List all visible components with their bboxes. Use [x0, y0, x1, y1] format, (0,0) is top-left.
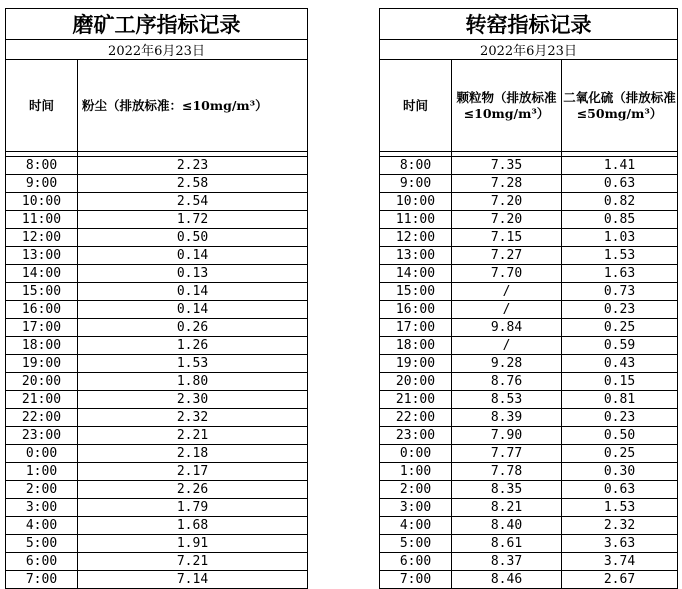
- kiln-cell-pm: 7.27: [452, 247, 562, 265]
- kiln-cell-pm: 8.76: [452, 373, 562, 391]
- mill-cell-dust: 0.13: [78, 265, 308, 283]
- kiln-cell-pm: 7.90: [452, 427, 562, 445]
- mill-cell-dust: 0.50: [78, 229, 308, 247]
- kiln-cell-so2: 0.25: [562, 445, 678, 463]
- mill-table-row: [6, 499, 308, 517]
- mill-cell-dust: 1.72: [78, 211, 308, 229]
- kiln-cell-so2: 1.63: [562, 265, 678, 283]
- kiln-cell-so2: 2.32: [562, 517, 678, 535]
- kiln-cell-time: 10:00: [380, 193, 452, 211]
- mill-cell-dust: 0.26: [78, 319, 308, 337]
- mill-cell-time: 18:00: [6, 337, 78, 355]
- kiln-cell-so2: 0.25: [562, 319, 678, 337]
- kiln-cell-pm: 7.78: [452, 463, 562, 481]
- kiln-table-row: [380, 427, 678, 445]
- kiln-cell-so2: 3.63: [562, 535, 678, 553]
- kiln-table-row: [380, 391, 678, 409]
- kiln-cell-time: 13:00: [380, 247, 452, 265]
- kiln-header-so2: 二氧化硫（排放标准≤50mg/m³）: [562, 60, 678, 152]
- kiln-cell-so2: 0.15: [562, 373, 678, 391]
- mill-cell-dust: 2.21: [78, 427, 308, 445]
- kiln-table-row: [380, 211, 678, 229]
- kiln-cell-pm: 7.35: [452, 157, 562, 175]
- mill-cell-time: 1:00: [6, 463, 78, 481]
- kiln-cell-pm: /: [452, 337, 562, 355]
- mill-table-row: [6, 319, 308, 337]
- kiln-cell-pm: 8.40: [452, 517, 562, 535]
- kiln-cell-time: 22:00: [380, 409, 452, 427]
- kiln-cell-so2: 3.74: [562, 553, 678, 571]
- mill-cell-dust: 0.14: [78, 283, 308, 301]
- mill-cell-dust: 1.79: [78, 499, 308, 517]
- kiln-table-row: [380, 301, 678, 319]
- mill-cell-dust: 0.14: [78, 301, 308, 319]
- mill-table-row: [6, 337, 308, 355]
- kiln-cell-so2: 1.03: [562, 229, 678, 247]
- mill-table-row: [6, 247, 308, 265]
- mill-table-row: [6, 193, 308, 211]
- kiln-cell-pm: 7.15: [452, 229, 562, 247]
- mill-table-row: [6, 463, 308, 481]
- kiln-cell-time: 19:00: [380, 355, 452, 373]
- kiln-cell-time: 15:00: [380, 283, 452, 301]
- kiln-table-date: 2022年6月23日: [380, 40, 678, 60]
- kiln-table-row: [380, 463, 678, 481]
- kiln-cell-time: 6:00: [380, 553, 452, 571]
- kiln-cell-pm: 7.20: [452, 193, 562, 211]
- mill-cell-dust: 0.14: [78, 247, 308, 265]
- mill-cell-time: 7:00: [6, 571, 78, 589]
- kiln-cell-so2: 0.43: [562, 355, 678, 373]
- mill-cell-time: 19:00: [6, 355, 78, 373]
- kiln-cell-so2: 0.82: [562, 193, 678, 211]
- kiln-cell-pm: 8.35: [452, 481, 562, 499]
- kiln-cell-time: 11:00: [380, 211, 452, 229]
- kiln-cell-so2: 0.73: [562, 283, 678, 301]
- mill-cell-dust: 1.26: [78, 337, 308, 355]
- kiln-cell-time: 9:00: [380, 175, 452, 193]
- kiln-cell-time: 18:00: [380, 337, 452, 355]
- mill-header-dust: 粉尘（排放标准：≤10mg/m³）: [78, 60, 308, 152]
- kiln-header-time: 时间: [380, 60, 452, 152]
- mill-table-row: [6, 409, 308, 427]
- kiln-cell-time: 21:00: [380, 391, 452, 409]
- mill-table-row: [6, 175, 308, 193]
- kiln-cell-pm: 8.61: [452, 535, 562, 553]
- mill-cell-time: 17:00: [6, 319, 78, 337]
- kiln-cell-time: 8:00: [380, 157, 452, 175]
- mill-cell-time: 12:00: [6, 229, 78, 247]
- kiln-table-title: 转窑指标记录: [380, 9, 678, 40]
- mill-cell-time: 9:00: [6, 175, 78, 193]
- mill-cell-dust: 2.54: [78, 193, 308, 211]
- mill-cell-time: 14:00: [6, 265, 78, 283]
- kiln-cell-pm: 8.46: [452, 571, 562, 589]
- kiln-cell-time: 2:00: [380, 481, 452, 499]
- kiln-table-row: [380, 445, 678, 463]
- kiln-cell-pm: 8.39: [452, 409, 562, 427]
- mill-cell-time: 21:00: [6, 391, 78, 409]
- mill-cell-dust: 1.53: [78, 355, 308, 373]
- kiln-cell-time: 17:00: [380, 319, 452, 337]
- mill-table-row: [6, 229, 308, 247]
- kiln-table-row: [380, 265, 678, 283]
- kiln-table-row: [380, 175, 678, 193]
- kiln-cell-time: 3:00: [380, 499, 452, 517]
- kiln-cell-so2: 1.53: [562, 499, 678, 517]
- kiln-cell-pm: 7.70: [452, 265, 562, 283]
- kiln-cell-so2: 0.59: [562, 337, 678, 355]
- mill-cell-dust: 1.80: [78, 373, 308, 391]
- mill-cell-time: 20:00: [6, 373, 78, 391]
- kiln-cell-pm: 8.21: [452, 499, 562, 517]
- mill-table-date: 2022年6月23日: [6, 40, 308, 60]
- mill-cell-dust: 2.23: [78, 157, 308, 175]
- mill-table-row: [6, 301, 308, 319]
- mill-table-row: [6, 481, 308, 499]
- mill-cell-time: 15:00: [6, 283, 78, 301]
- kiln-cell-time: 20:00: [380, 373, 452, 391]
- mill-table-row: [6, 445, 308, 463]
- mill-table-row: [6, 427, 308, 445]
- kiln-table-row: [380, 193, 678, 211]
- kiln-table-row: [380, 283, 678, 301]
- mill-cell-dust: 2.17: [78, 463, 308, 481]
- mill-table-row: [6, 373, 308, 391]
- kiln-cell-pm: /: [452, 301, 562, 319]
- kiln-cell-pm: 7.20: [452, 211, 562, 229]
- mill-cell-time: 22:00: [6, 409, 78, 427]
- mill-cell-dust: 1.91: [78, 535, 308, 553]
- kiln-cell-so2: 1.41: [562, 157, 678, 175]
- mill-table-row: [6, 517, 308, 535]
- kiln-cell-so2: 1.53: [562, 247, 678, 265]
- mill-cell-time: 4:00: [6, 517, 78, 535]
- mill-cell-dust: 7.14: [78, 571, 308, 589]
- kiln-table-row: [380, 481, 678, 499]
- kiln-cell-so2: 0.63: [562, 175, 678, 193]
- mill-cell-time: 3:00: [6, 499, 78, 517]
- mill-table-row: [6, 553, 308, 571]
- kiln-cell-so2: 0.81: [562, 391, 678, 409]
- kiln-table-row: [380, 535, 678, 553]
- mill-cell-dust: 2.30: [78, 391, 308, 409]
- mill-cell-time: 8:00: [6, 157, 78, 175]
- kiln-table-row: [380, 319, 678, 337]
- kiln-cell-pm: 9.28: [452, 355, 562, 373]
- mill-cell-dust: 7.21: [78, 553, 308, 571]
- mill-cell-dust: 2.58: [78, 175, 308, 193]
- kiln-table-row: [380, 247, 678, 265]
- mill-table-row: [6, 391, 308, 409]
- kiln-cell-time: 4:00: [380, 517, 452, 535]
- mill-cell-time: 13:00: [6, 247, 78, 265]
- mill-table-title: 磨矿工序指标记录: [6, 9, 308, 40]
- kiln-table-row: [380, 337, 678, 355]
- mill-cell-time: 2:00: [6, 481, 78, 499]
- kiln-table-row: [380, 373, 678, 391]
- mill-table-row: [6, 571, 308, 589]
- mill-table-row: [6, 157, 308, 175]
- kiln-table-row: [380, 517, 678, 535]
- mill-cell-time: 5:00: [6, 535, 78, 553]
- kiln-table-row: [380, 355, 678, 373]
- kiln-cell-time: 7:00: [380, 571, 452, 589]
- mill-table-row: [6, 265, 308, 283]
- kiln-cell-pm: 9.84: [452, 319, 562, 337]
- kiln-cell-pm: 8.53: [452, 391, 562, 409]
- kiln-cell-time: 0:00: [380, 445, 452, 463]
- mill-cell-time: 16:00: [6, 301, 78, 319]
- kiln-header-particulate: 颗粒物（排放标准≤10mg/m³）: [452, 60, 562, 152]
- kiln-table-row: [380, 157, 678, 175]
- kiln-cell-time: 1:00: [380, 463, 452, 481]
- mill-cell-time: 10:00: [6, 193, 78, 211]
- mill-cell-dust: 2.32: [78, 409, 308, 427]
- mill-cell-time: 23:00: [6, 427, 78, 445]
- kiln-cell-time: 5:00: [380, 535, 452, 553]
- kiln-index-table: [379, 8, 678, 589]
- kiln-cell-so2: 0.23: [562, 301, 678, 319]
- kiln-table-row: [380, 499, 678, 517]
- kiln-cell-time: 12:00: [380, 229, 452, 247]
- mill-cell-dust: 1.68: [78, 517, 308, 535]
- mill-cell-time: 11:00: [6, 211, 78, 229]
- mill-table-row: [6, 211, 308, 229]
- kiln-cell-so2: 0.30: [562, 463, 678, 481]
- kiln-cell-so2: 0.63: [562, 481, 678, 499]
- kiln-table-row: [380, 553, 678, 571]
- mill-cell-dust: 2.26: [78, 481, 308, 499]
- kiln-table-row: [380, 229, 678, 247]
- kiln-cell-so2: 0.23: [562, 409, 678, 427]
- kiln-table-row: [380, 571, 678, 589]
- kiln-cell-time: 23:00: [380, 427, 452, 445]
- kiln-cell-so2: 2.67: [562, 571, 678, 589]
- kiln-cell-so2: 0.50: [562, 427, 678, 445]
- kiln-cell-pm: 7.77: [452, 445, 562, 463]
- kiln-cell-time: 16:00: [380, 301, 452, 319]
- mill-table-row: [6, 283, 308, 301]
- mill-cell-time: 0:00: [6, 445, 78, 463]
- kiln-cell-time: 14:00: [380, 265, 452, 283]
- kiln-cell-so2: 0.85: [562, 211, 678, 229]
- mill-header-time: 时间: [6, 60, 78, 152]
- mill-index-table: [5, 8, 308, 589]
- kiln-cell-pm: /: [452, 283, 562, 301]
- kiln-cell-pm: 7.28: [452, 175, 562, 193]
- mill-table-row: [6, 355, 308, 373]
- kiln-table-row: [380, 409, 678, 427]
- mill-table-row: [6, 535, 308, 553]
- mill-cell-dust: 2.18: [78, 445, 308, 463]
- kiln-cell-pm: 8.37: [452, 553, 562, 571]
- mill-cell-time: 6:00: [6, 553, 78, 571]
